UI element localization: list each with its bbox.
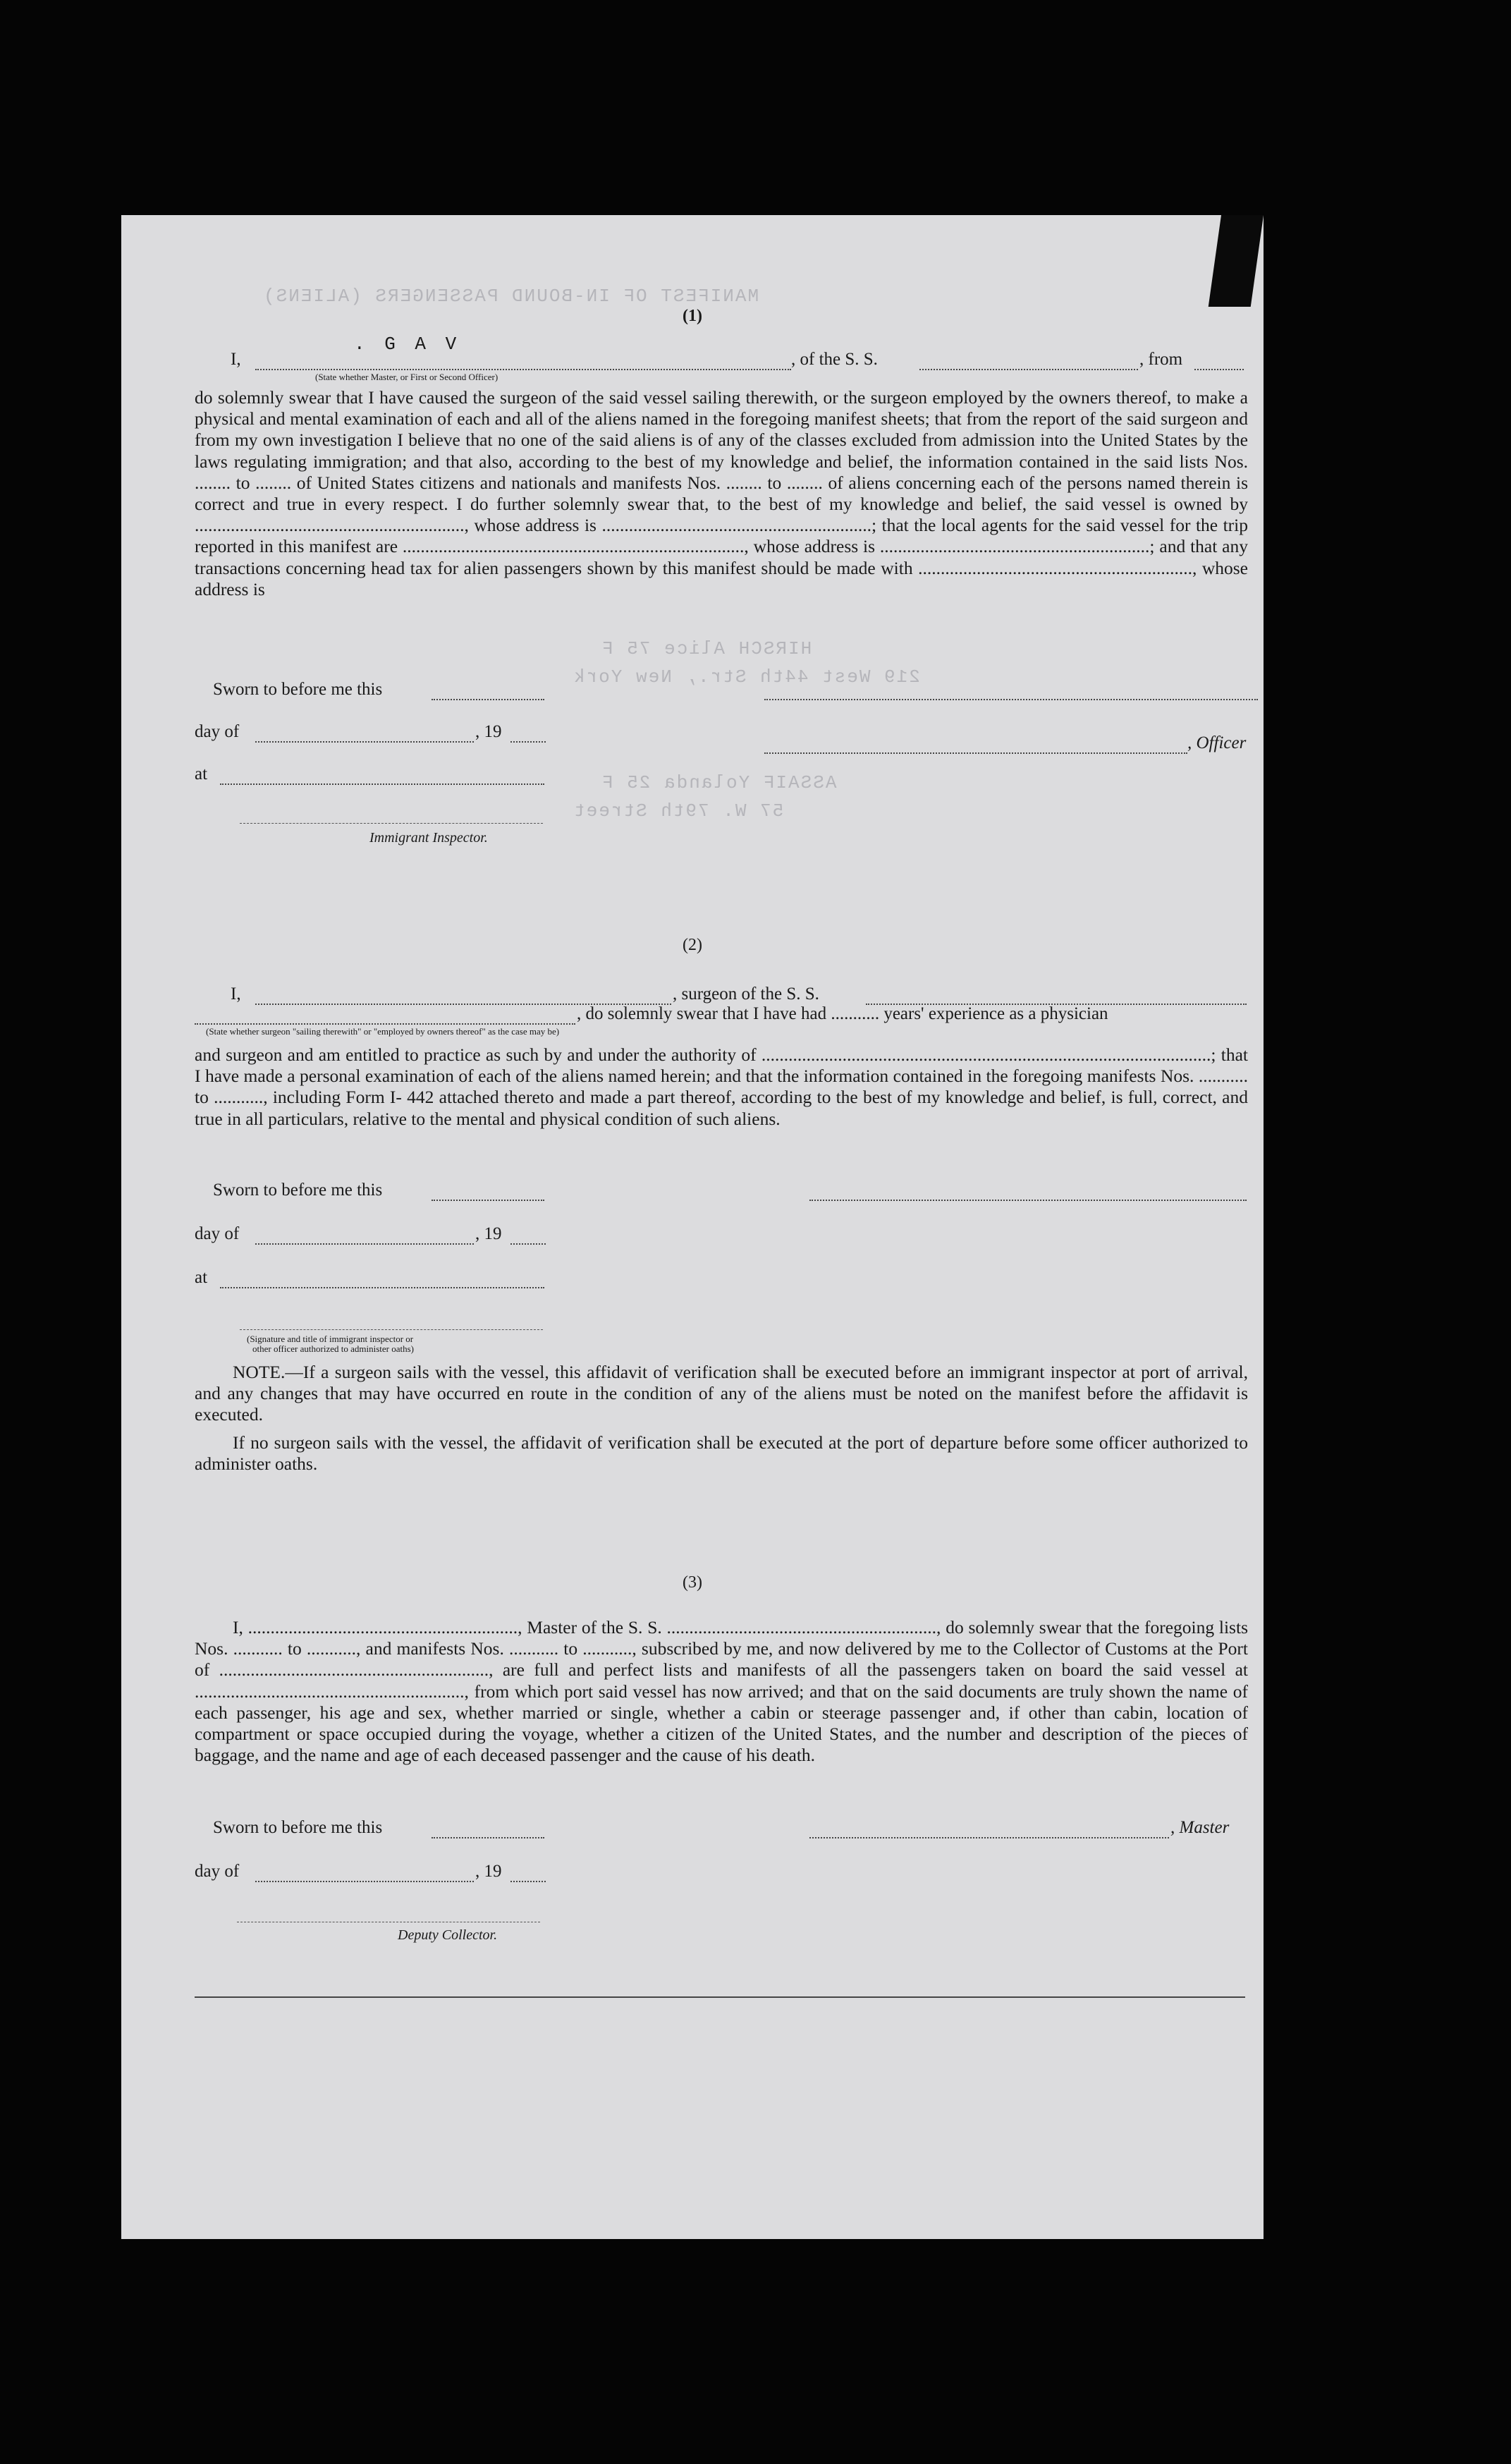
section-2-at: at xyxy=(195,1268,208,1287)
manifest-page xyxy=(121,215,1264,2239)
section-1-sworn: Sworn to before me this xyxy=(213,680,383,699)
deputy-collector-label: Deputy Collector. xyxy=(398,1927,498,1943)
master-label: , Master xyxy=(1170,1818,1230,1837)
surgeon-note-2: If no surgeon sails with the vessel, the affidavit of verification shall be executed at the port of departure before some officer authorized to administer oaths. xyxy=(195,1432,1248,1475)
section-2-oath-text: and surgeon and am entitled to practice as such by and under the authority of ....................................................................................................; that I have made a personal examination of each of the aliens named herein; and that the information contained in the foregoing manifests Nos. ........... to ..........., including Form I- 442 attached thereto and made a part thereof, according to the best of my knowledge and belief, is full, correct, and true in all particulars, relative to the mental and physical condition of such aliens. xyxy=(195,1044,1248,1129)
signature-caption-line-1: (Signature and title of immigrant inspector or xyxy=(247,1334,414,1344)
section-2-year: , 19 xyxy=(475,1224,502,1243)
section-1-ss: , of the S. S. xyxy=(791,350,878,369)
bleedthrough-header: MANIFEST OF IN-BOUND PASSENGERS (ALIENS) xyxy=(262,286,759,307)
section-2-experience: , do solemnly swear that I have had ........... years' experience as a physician xyxy=(577,1004,1108,1023)
section-2-caption: (State whether surgeon "sailing therewith" or "employed by owners thereof" as the case may be) xyxy=(206,1026,560,1037)
section-1-oath-text: do solemnly swear that I have caused the surgeon of the said vessel sailing therewith, or the surgeon employed by the owners thereof, to make a physical and mental examination of each and all of the aliens named in the foregoing manifest sheets; that from the report of the said surgeon and from my own investigation I believe that no one of the said aliens is of any of the classes excluded from admission into the United States by the laws regulating immigration; and that also, according to the best of my knowledge and belief, the information contained in the said lists Nos. ........ to ........ of United States citizens and nationals and manifests Nos. ........ to ........ of aliens concerning each of the persons named therein is correct and true in every respect. I do further solemnly swear that, to the best of my knowledge and belief, the said vessel is owned by ............................................................, whose address is ............................................................; that the local agents for the said vessel for the trip reported in this manifest are ............................................................................, whose address is ............................................................; and that any transactions concerning head tax for alien passengers shown by this manifest should be made with ............................................................., whose address is xyxy=(195,387,1248,599)
section-3-sworn: Sworn to before me this xyxy=(213,1818,383,1837)
section-3-year: , 19 xyxy=(475,1862,502,1881)
section-2-day-of: day of xyxy=(195,1224,240,1243)
bleedthrough-line: ASSAIF Yolanda 25 F xyxy=(601,772,837,793)
section-2-surgeon: , surgeon of the S. S. xyxy=(673,984,819,1004)
section-2-number: (2) xyxy=(683,936,702,954)
bleedthrough-line: HIRSCH Alice 75 F xyxy=(601,638,812,659)
bottom-rule xyxy=(195,1996,1245,1998)
section-1-i: I, xyxy=(231,350,241,369)
section-3-day-of: day of xyxy=(195,1862,240,1881)
immigrant-inspector-label: Immigrant Inspector. xyxy=(369,830,488,846)
signature-caption-line-2: other officer authorized to administer oaths) xyxy=(252,1343,414,1354)
section-1-from: , from xyxy=(1139,350,1183,369)
section-2-sworn: Sworn to before me this xyxy=(213,1181,383,1200)
section-1-caption: (State whether Master, or First or Second Officer) xyxy=(315,372,498,382)
typed-officer-name: . G A V xyxy=(354,334,461,355)
section-1-number: (1) xyxy=(683,307,702,325)
section-3-oath-text: I, ............................................................, Master of the S. S. ............................................................, do solemnly swear that the foregoing lists Nos. ........... to ..........., and manifests Nos. ........... to ..........., subscribed by me, and now delivered by me to the Collector of Customs at the Port of ............................................................, are full and perfect lists and manifests of all the passengers taken on board the said vessel at ............................................................, from which port said vessel has now arrived; and that on the said documents are truly shown the name of each passenger, his age and sex, whether married or single, whether a cabin or steerage passenger and, if other than cabin, location of compartment or space occupied during the voyage, whether a citizen of the United States, and the number and description of the pieces of baggage, and the name and age of each deceased passenger and the cause of his death. xyxy=(195,1617,1248,1766)
officer-label: , Officer xyxy=(1187,733,1247,752)
section-2-i: I, xyxy=(231,984,241,1004)
section-1-year: , 19 xyxy=(475,722,502,741)
section-1-day-of: day of xyxy=(195,722,240,741)
section-1-at: at xyxy=(195,764,208,783)
bleedthrough-line: 219 West 44th Str., New York xyxy=(573,666,920,688)
section-3-number: (3) xyxy=(683,1573,702,1592)
surgeon-note: NOTE.—If a surgeon sails with the vessel, this affidavit of verification shall be executed before an immigrant inspector at port of arrival, and any changes that may have occurred en route in the condition of any of the aliens must be noted on the manifest before the affidavit is executed. xyxy=(195,1362,1248,1425)
bleedthrough-line: 57 W. 79th Street xyxy=(573,800,784,822)
